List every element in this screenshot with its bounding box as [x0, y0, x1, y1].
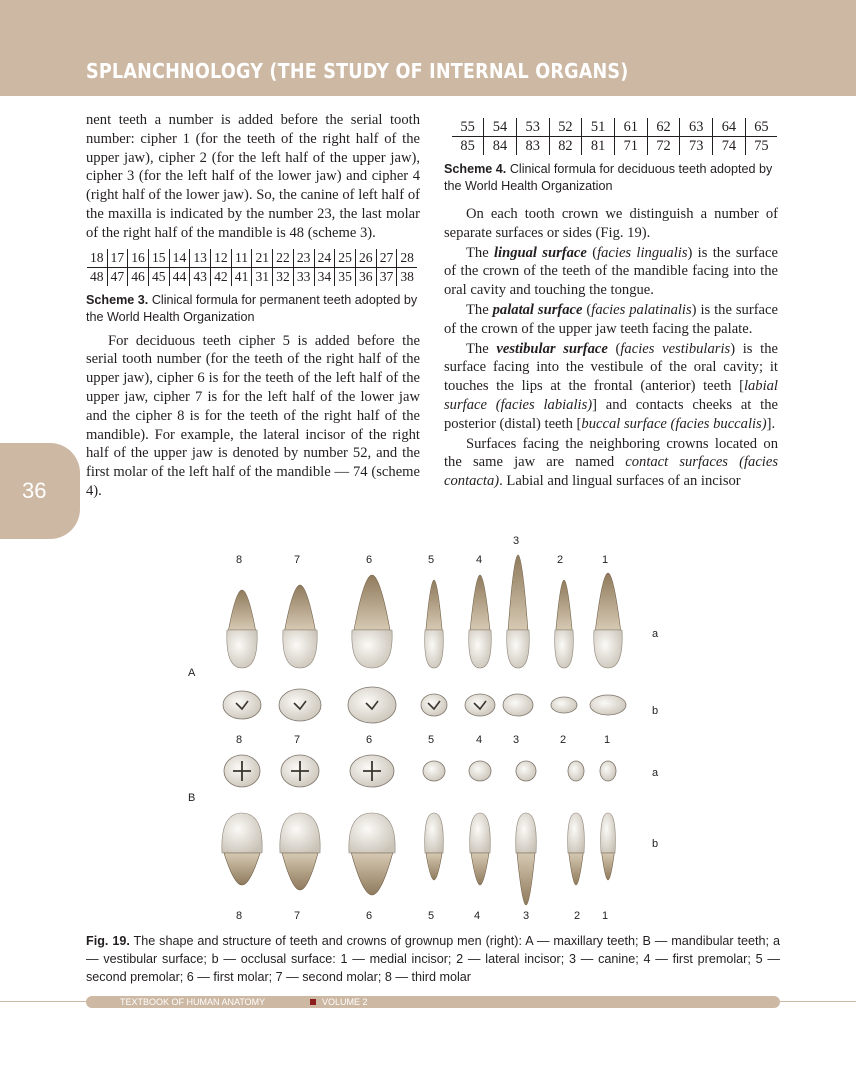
occlusal-surface: [590, 695, 626, 715]
row-b-label: b: [652, 838, 659, 850]
scheme-3-caption-text: Clinical formula for permanent teeth adopted by the World Health Organization: [86, 292, 418, 324]
tooth-crown: [352, 630, 392, 668]
text: ].: [766, 415, 776, 432]
formula-cell: 27: [376, 249, 397, 268]
tooth-number-label: 8: [236, 910, 243, 922]
tooth-root: [354, 575, 390, 630]
latin-term: contact surfaces (facies contacta): [444, 454, 779, 490]
tooth-crown: [469, 630, 492, 668]
latin-term: labial surface (facies labialis): [444, 378, 778, 413]
latin-term: buccal surface (facies buccalis): [581, 415, 767, 432]
tooth-number-label: 5: [428, 554, 435, 566]
formula-cell: 22: [273, 249, 294, 268]
tooth-root: [508, 555, 528, 630]
tooth-crown: [555, 630, 574, 668]
tooth-number-label: 2: [574, 910, 581, 922]
scheme-3-bottom-row: [87, 267, 417, 286]
tooth-crown: [425, 813, 444, 853]
formula-cell: 75: [745, 137, 777, 156]
latin-term: facies vestibularis: [620, 340, 731, 357]
teeth-figure: [180, 535, 700, 930]
tooth-crown: [222, 813, 262, 853]
scheme-4-label: Scheme 4.: [444, 162, 507, 176]
formula-cell: 12: [211, 249, 232, 268]
paragraph-vestibular: [444, 340, 778, 434]
term-lingual-surface: lingual surface: [494, 244, 587, 261]
tooth-root: [470, 575, 490, 630]
text: The: [466, 244, 494, 261]
formula-cell: 48: [89, 268, 104, 284]
tooth-root: [602, 853, 615, 880]
formula-cell: 38: [397, 267, 417, 286]
formula-cell: 17: [107, 249, 128, 268]
formula-cell: 84: [484, 137, 517, 156]
paragraph-palatal: [444, 301, 778, 339]
formula-cell: 21: [252, 249, 273, 268]
tooth-root: [351, 853, 392, 895]
formula-cell: 43: [190, 267, 211, 286]
tooth-crown: [568, 813, 585, 853]
scheme-3-top-row: [87, 249, 417, 268]
formula-cell: 28: [397, 249, 417, 268]
paragraph: For deciduous teeth cipher 5 is added before the serial tooth number (for the teeth of the right half of the upper jaw), cipher 6 is for the teeth of the left half of the upper jaw, cipher 7 is for the left half of the lower jaw and the cipher 8 is for the teeth of the right half of the mandible). For example, the lateral incisor of the right half of the upper jaw is denoted by number 52, and the first molar of the left half of the mandible — 74 (scheme 4).: [86, 332, 420, 499]
formula-cell: 26: [355, 249, 376, 268]
tooth-number-label: 5: [428, 734, 435, 746]
formula-cell: 81: [582, 137, 615, 156]
paragraph-contact: [444, 435, 778, 491]
scheme-4-caption-text: Clinical formula for deciduous teeth adopted by the World Health Organization: [444, 162, 773, 193]
formula-cell: 51: [582, 118, 615, 137]
formula-cell: 25: [335, 249, 356, 268]
occlusal-surface: [600, 761, 616, 781]
tooth-crown: [283, 630, 317, 668]
occlusal-surface: [469, 761, 491, 781]
paragraph: nent teeth a number is added before the serial tooth number: cipher 1 (for the teeth of the right half of the upper jaw), cipher 2 (for the left half of the upper jaw), cipher 3 (for the left half of the lower jaw) and cipher 4 (right half of the lower jaw). So, the canine of left half of the maxilla is indicated by the number 23, the last molar of the right half of the mandible is 48 (scheme 3).: [86, 112, 420, 241]
formula-cell: 44: [169, 267, 190, 286]
formula-cell: 33: [293, 267, 314, 286]
figure-caption-text: The shape and structure of teeth and crowns of grownup men (right): A — maxillary teeth; B — mandibular teeth; a — vestibular surface; b — occlusal surface: 1 — medial incisor; 2 — lateral incisor; 3 — canine; 4 — first premolar; 5 — second premolar; 6 — first molar; 7 — second molar; 8 — third molar: [86, 934, 780, 984]
term-vestibular-surface: vestibular surface: [496, 340, 608, 357]
scheme-4-bottom-row: [452, 137, 777, 156]
paragraph: On each tooth crown we distinguish a number of separate surfaces or sides (Fig. 19).: [444, 206, 778, 241]
tooth-crown: [507, 630, 530, 668]
text: . Labial and lingual surfaces of an incisor: [499, 473, 741, 490]
tooth-number-label: 3: [513, 535, 520, 547]
page-header: [0, 0, 856, 96]
formula-cell: 55: [452, 118, 484, 137]
tooth-number-label: 7: [294, 554, 301, 566]
tooth-root: [285, 585, 316, 630]
group-b-label: B: [188, 792, 196, 804]
formula-cell: 53: [516, 118, 549, 137]
tooth-number-label: 6: [366, 554, 373, 566]
scheme-4-top-row: [452, 118, 777, 137]
tooth-crown: [516, 813, 537, 853]
formula-cell: 74: [713, 137, 746, 156]
tooth-number-label: 2: [557, 554, 564, 566]
text: (: [582, 301, 592, 318]
text: The: [466, 340, 497, 357]
figure-caption-label: Fig. 19.: [86, 934, 130, 948]
formula-cell: 36: [355, 267, 376, 286]
header-title: SPLANCHNOLOGY (THE STUDY OF INTERNAL ORGANS): [86, 59, 629, 83]
footer-volume: VOLUME 2: [322, 997, 368, 1007]
formula-cell: 85: [460, 138, 475, 154]
formula-cell: 73: [680, 137, 713, 156]
formula-cell: 18: [87, 249, 107, 268]
tooth-root: [229, 590, 256, 630]
tooth-number-label: 1: [602, 554, 609, 566]
occlusal-surface: [465, 694, 495, 716]
formula-cell: 11: [231, 249, 252, 268]
latin-term: facies lingualis: [597, 244, 688, 261]
row-b-label: b: [652, 705, 659, 717]
tooth-root: [224, 853, 260, 885]
tooth-root: [426, 580, 442, 630]
formula-cell: 61: [614, 118, 647, 137]
tooth-number-label: 3: [513, 734, 520, 746]
formula-cell: 72: [647, 137, 680, 156]
tooth-crown: [349, 813, 395, 853]
tooth-number-label: 5: [428, 910, 435, 922]
formula-cell: 41: [231, 267, 252, 286]
occlusal-surface: [423, 761, 445, 781]
text: Surfaces facing the neighboring crowns located on the same jaw are named: [444, 435, 778, 471]
tooth-number-label: 4: [476, 734, 483, 746]
formula-cell: 15: [148, 249, 169, 268]
formula-cell: 65: [745, 118, 777, 137]
page-number: 36: [22, 478, 47, 503]
scheme-4-table: [452, 118, 777, 155]
formula-cell: 23: [293, 249, 314, 268]
paragraph-lingual: [444, 244, 778, 300]
tooth-number-label: 6: [366, 910, 373, 922]
text: ) is the surface facing into the vestibule of the oral cavity; it touches the lips at the frontal (anterior) teeth [: [444, 340, 778, 395]
formula-cell: 45: [148, 267, 169, 286]
occlusal-surface: [223, 691, 261, 719]
tooth-number-label: 6: [366, 734, 373, 746]
text: ] and contacts cheeks at the posterior (distal) teeth [: [444, 396, 778, 432]
formula-cell: 13: [190, 249, 211, 268]
right-column: [444, 115, 778, 491]
text: The: [466, 301, 493, 318]
left-column: [86, 111, 420, 501]
formula-cell: 83: [516, 137, 549, 156]
tooth-crown: [425, 630, 444, 668]
tooth-crown: [470, 813, 491, 853]
occlusal-surface: [551, 697, 577, 713]
footer-square-icon: [310, 999, 316, 1005]
occlusal-surface: [279, 689, 321, 721]
formula-cell: 71: [614, 137, 647, 156]
tooth-number-label: 4: [476, 554, 483, 566]
occlusal-surface: [516, 761, 536, 781]
formula-cell: 46: [128, 267, 149, 286]
formula-cell: 34: [314, 267, 335, 286]
tooth-root: [595, 573, 620, 630]
scheme-3-label: Scheme 3.: [86, 292, 149, 307]
tooth-number-label: 1: [604, 734, 611, 746]
formula-cell: 82: [549, 137, 582, 156]
text: (: [607, 340, 621, 357]
tooth-number-label: 7: [294, 734, 301, 746]
occlusal-surface: [503, 694, 533, 716]
formula-cell: 24: [314, 249, 335, 268]
figure-caption: [86, 932, 780, 986]
occlusal-surface: [348, 687, 396, 723]
tooth-number-label: 4: [474, 910, 481, 922]
tooth-number-label: 1: [602, 910, 609, 922]
formula-cell: 54: [484, 118, 517, 137]
formula-cell: 64: [713, 118, 746, 137]
text: ) is the surface of the crown of the teeth of the mandible facing into the oral cavity and touching the tongue.: [444, 244, 778, 299]
footer-book-title: TEXTBOOK OF HUMAN ANATOMY: [120, 997, 266, 1007]
tooth-root: [282, 853, 318, 890]
tooth-number-label: 3: [523, 910, 530, 922]
formula-cell: 31: [252, 267, 273, 286]
tooth-number-label: 2: [560, 734, 567, 746]
formula-cell: 52: [549, 118, 582, 137]
formula-cell: 16: [128, 249, 149, 268]
formula-cell: 42: [211, 267, 232, 286]
tooth-crown: [280, 813, 320, 853]
tooth-crown: [594, 630, 622, 668]
tooth-root: [569, 853, 583, 885]
formula-cell: 14: [169, 249, 190, 268]
group-a-label: A: [188, 667, 196, 679]
formula-cell: 32: [273, 267, 294, 286]
formula-cell: 47: [107, 267, 128, 286]
scheme-4-caption: [444, 161, 778, 195]
row-a-label: a: [652, 628, 659, 640]
footer-bar: [86, 996, 780, 1008]
latin-term: facies palatinalis: [591, 301, 692, 318]
tooth-number-label: 7: [294, 910, 301, 922]
row-a-label: a: [652, 767, 659, 779]
formula-cell: 62: [647, 118, 680, 137]
text: ) is the surface of the crown of the upper jaw teeth facing the palate.: [444, 301, 778, 337]
formula-cell: 63: [680, 118, 713, 137]
scheme-3-table: [87, 249, 417, 286]
tooth-number-label: 8: [236, 734, 243, 746]
formula-cell: 35: [335, 267, 356, 286]
teeth-illustration: [180, 535, 700, 930]
tooth-root: [517, 853, 535, 905]
text: (: [586, 244, 598, 261]
occlusal-surface: [421, 694, 447, 716]
scheme-3-caption: [86, 292, 420, 326]
tooth-root: [426, 853, 442, 880]
tooth-crown: [601, 813, 616, 853]
tooth-root: [556, 580, 572, 630]
formula-cell: 37: [376, 267, 397, 286]
tooth-root: [471, 853, 489, 885]
tooth-number-label: 8: [236, 554, 243, 566]
tooth-crown: [227, 630, 257, 668]
occlusal-surface: [568, 761, 584, 781]
term-palatal-surface: palatal surface: [492, 301, 583, 318]
